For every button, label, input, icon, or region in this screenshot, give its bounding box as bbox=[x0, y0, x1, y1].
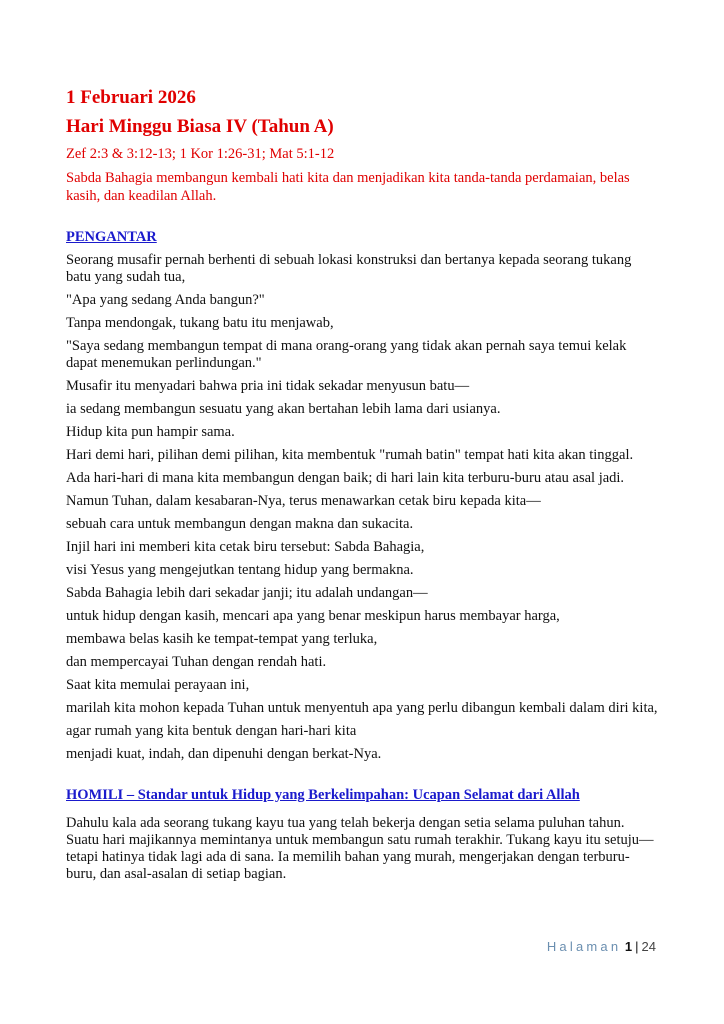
intro-paragraph: Sabda Bahagia lebih dari sekadar janji; itu adalah undangan— bbox=[66, 585, 428, 601]
intro-paragraph: Hidup kita pun hampir sama. bbox=[66, 424, 235, 440]
intro-paragraph: Ada hari-hari di mana kita membangun dengan baik; di hari lain kita terburu-buru atau asal jadi. bbox=[66, 470, 625, 486]
intro-paragraph: ia sedang membangun sesuatu yang akan bertahan lebih lama dari usianya. bbox=[66, 401, 501, 417]
liturgy-title: Hari Minggu Biasa IV (Tahun A) bbox=[66, 116, 334, 137]
intro-paragraph: Seorang musafir pernah berhenti di sebuah lokasi konstruksi dan bertanya kepada seorang tukang batu yang sudah tua, bbox=[66, 252, 632, 285]
intro-paragraph: dan mempercayai Tuhan dengan rendah hati. bbox=[66, 654, 327, 670]
intro-heading[interactable]: PENGANTAR bbox=[66, 229, 157, 245]
intro-paragraph: menjadi kuat, indah, dan dipenuhi dengan berkat-Nya. bbox=[66, 746, 382, 762]
homily-paragraph: Dahulu kala ada seorang tukang kayu tua yang telah bekerja dengan setia selama puluhan tahun. Suatu hari majikannya memintanya untuk membangun satu rumah terakhir. Tukang kayu itu setuju—tetapi hatinya tidak lagi ada di sana. Ia memilih bahan yang murah, mengerjakan dengan terburu-buru, dan asal-asalan di setiap bagian. bbox=[66, 815, 654, 882]
liturgy-theme: Sabda Bahagia membangun kembali hati kita dan menjadikan kita tanda-tanda perdamaian, belas kasih, dan keadilan Allah. bbox=[66, 170, 630, 204]
intro-paragraph: Namun Tuhan, dalam kesabaran-Nya, terus menawarkan cetak biru kepada kita— bbox=[66, 493, 541, 509]
intro-paragraph: visi Yesus yang mengejutkan tentang hidup yang bermakna. bbox=[66, 562, 414, 578]
page-separator: | bbox=[635, 939, 639, 954]
intro-paragraph: untuk hidup dengan kasih, mencari apa yang benar meskipun harus membayar harga, bbox=[66, 608, 560, 624]
intro-paragraph: Injil hari ini memberi kita cetak biru tersebut: Sabda Bahagia, bbox=[66, 539, 425, 555]
intro-paragraph: sebuah cara untuk membangun dengan makna dan sukacita. bbox=[66, 516, 414, 532]
intro-paragraph: Musafir itu menyadari bahwa pria ini tidak sekadar menyusun batu— bbox=[66, 378, 470, 394]
page-number: 1 bbox=[624, 939, 633, 954]
intro-paragraph: "Saya sedang membangun tempat di mana orang-orang yang tidak akan pernah saya temui kelak dapat menemukan perlindungan." bbox=[66, 338, 627, 371]
page-footer bbox=[480, 939, 656, 954]
intro-paragraph: Hari demi hari, pilihan demi pilihan, kita membentuk "rumah batin" tempat hati kita akan tinggal. bbox=[66, 447, 634, 463]
intro-body bbox=[66, 252, 658, 763]
intro-paragraph: Saat kita memulai perayaan ini, bbox=[66, 677, 250, 693]
scripture-readings: Zef 2:3 & 3:12-13; 1 Kor 1:26-31; Mat 5:1-12 bbox=[66, 146, 335, 162]
intro-paragraph: membawa belas kasih ke tempat-tempat yang terluka, bbox=[66, 631, 378, 647]
page-label: Halaman bbox=[546, 939, 622, 954]
page-total: 24 bbox=[641, 939, 656, 954]
page-content bbox=[66, 86, 658, 883]
intro-paragraph: agar rumah yang kita bentuk dengan hari-hari kita bbox=[66, 723, 357, 739]
liturgy-date: 1 Februari 2026 bbox=[66, 87, 196, 108]
intro-paragraph: marilah kita mohon kepada Tuhan untuk menyentuh apa yang perlu dibangun kembali dalam diri kita, bbox=[66, 700, 658, 716]
intro-paragraph: Tanpa mendongak, tukang batu itu menjawab, bbox=[66, 315, 334, 331]
intro-paragraph: "Apa yang sedang Anda bangun?" bbox=[66, 292, 265, 308]
homily-heading[interactable]: HOMILI – Standar untuk Hidup yang Berkelimpahan: Ucapan Selamat dari Allah bbox=[66, 787, 580, 803]
